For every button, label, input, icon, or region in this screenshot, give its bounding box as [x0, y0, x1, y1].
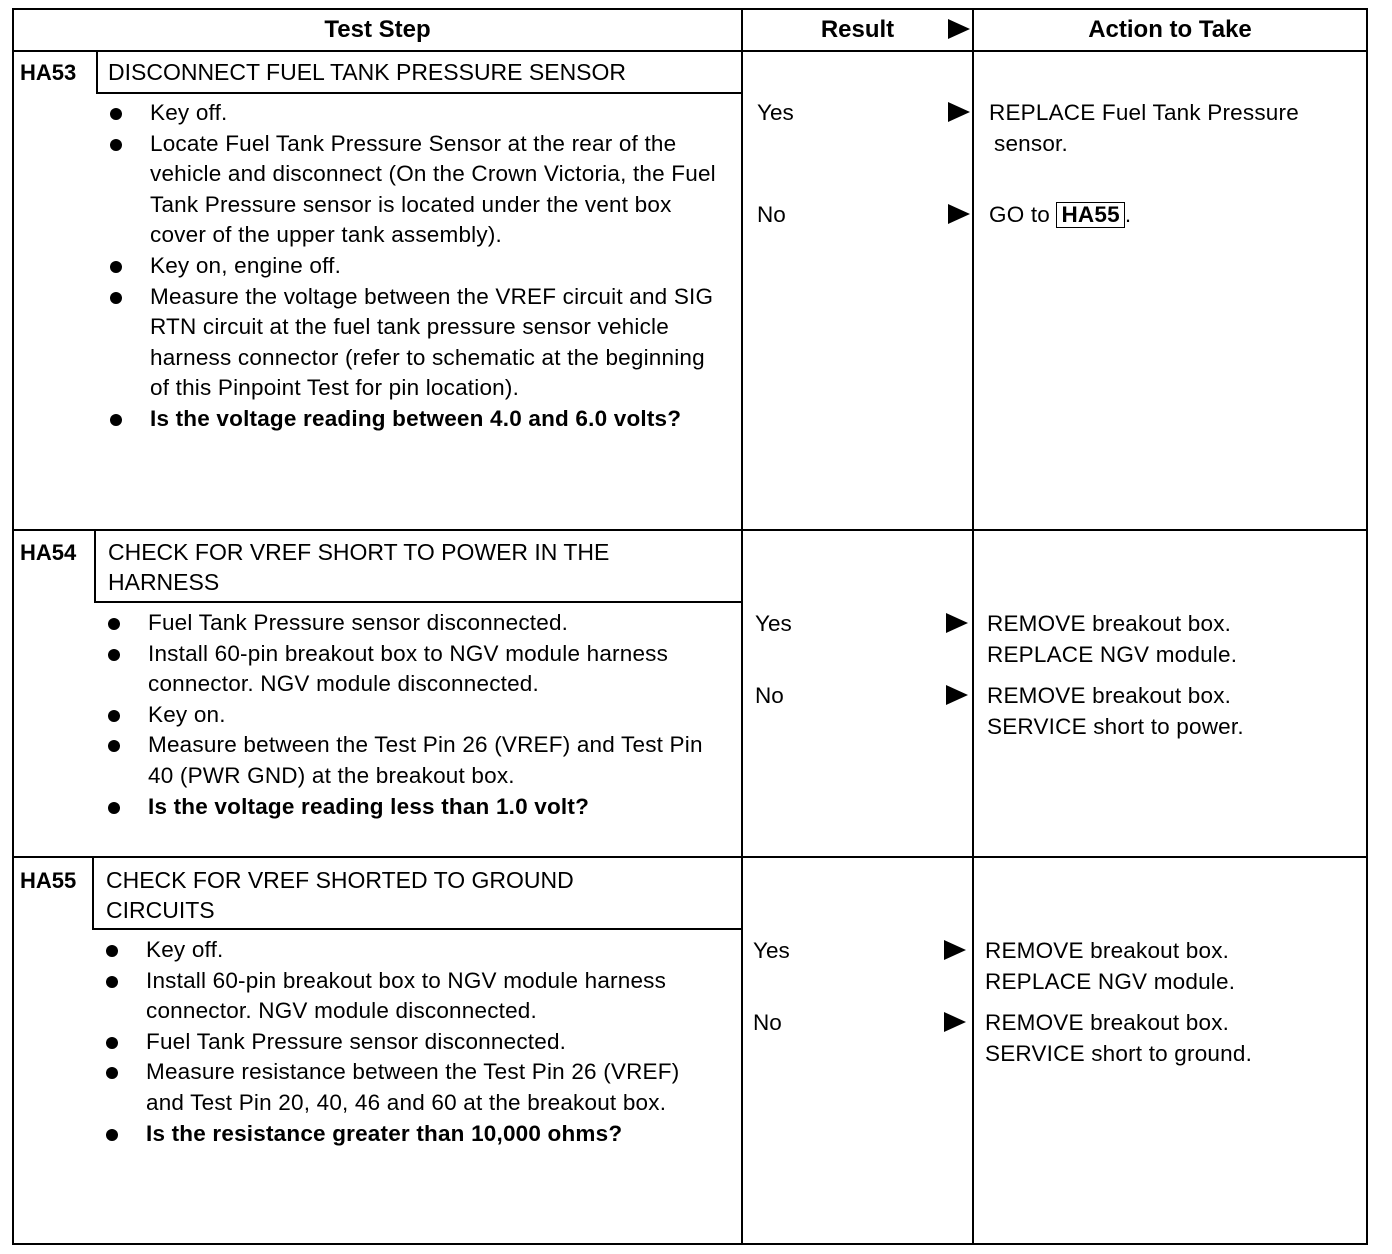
- arrow-icon: [946, 613, 968, 633]
- arrow-icon: [944, 940, 966, 960]
- title-divider: [96, 92, 741, 94]
- bullet-item: Locate Fuel Tank Pressure Sensor at the rear of the vehicle and disconnect (On the Crown Victoria, the Fuel Tank Pressure sensor is located under the vent box cover of the upper tank assembly).: [108, 129, 728, 251]
- bullet-item: Install 60-pin breakout box to NGV module harness connector. NGV module disconnected.: [106, 639, 706, 700]
- result-yes: Yes: [753, 938, 790, 963]
- action-line: sensor.: [994, 130, 1068, 156]
- action-yes: [985, 936, 1235, 997]
- bullet-question: Is the voltage reading less than 1.0 volt?: [106, 792, 706, 823]
- step-title: DISCONNECT FUEL TANK PRESSURE SENSOR: [108, 59, 627, 85]
- bullet-item: Key on.: [106, 700, 706, 731]
- bullet-question: Is the voltage reading between 4.0 and 6.0 volts?: [108, 404, 728, 435]
- step-bullets: [106, 608, 706, 822]
- bullet-item: Measure the voltage between the VREF circuit and SIG RTN circuit at the fuel tank pressure sensor vehicle harness connector (refer to schematic at the beginning of this Pinpoint Test for pin location).: [108, 282, 728, 404]
- code-divider: [94, 531, 96, 601]
- action-no: [987, 681, 1244, 742]
- action-line: REMOVE breakout box.: [985, 1010, 1230, 1035]
- action-line: REPLACE Fuel Tank Pressure: [989, 100, 1299, 125]
- action-yes: [987, 609, 1237, 670]
- result-yes: Yes: [755, 611, 792, 636]
- code-divider: [96, 52, 98, 92]
- action-yes: [989, 98, 1299, 159]
- step-code: HA55: [20, 868, 77, 893]
- column-divider-action: [972, 10, 974, 1243]
- bullet-item: Fuel Tank Pressure sensor disconnected.: [106, 608, 706, 639]
- header-test-step: Test Step: [324, 16, 431, 43]
- title-line: HARNESS: [108, 569, 220, 595]
- header-divider: [14, 50, 1366, 52]
- result-no: No: [755, 683, 784, 708]
- row-divider: [14, 856, 1366, 858]
- bullet-question: Is the resistance greater than 10,000 ohms?: [104, 1119, 704, 1150]
- code-divider: [92, 858, 94, 928]
- action-line: SERVICE short to power.: [987, 713, 1244, 739]
- diagnostic-table: [12, 8, 1368, 1245]
- step-code: HA53: [20, 60, 77, 85]
- action-text: GO to: [989, 202, 1051, 227]
- header-result: Result: [820, 16, 895, 43]
- title-line: CIRCUITS: [106, 897, 215, 923]
- action-line: REMOVE breakout box.: [987, 683, 1232, 708]
- title-line: CHECK FOR VREF SHORT TO POWER IN THE: [108, 539, 610, 565]
- bullet-item: Measure resistance between the Test Pin 26 (VREF) and Test Pin 20, 40, 46 and 60 at the breakout box.: [104, 1057, 704, 1118]
- step-title: [106, 865, 574, 925]
- step-reference-link[interactable]: HA55: [1056, 202, 1124, 228]
- action-line: REMOVE breakout box.: [985, 938, 1230, 963]
- title-divider: [94, 601, 741, 603]
- bullet-item: Key off.: [108, 98, 728, 129]
- action-no: [985, 1008, 1252, 1069]
- column-divider-result: [741, 10, 743, 1243]
- action-line: REPLACE NGV module.: [985, 968, 1236, 994]
- step-code: HA54: [20, 540, 77, 565]
- action-no: [989, 200, 1131, 231]
- bullet-item: Fuel Tank Pressure sensor disconnected.: [104, 1027, 704, 1058]
- row-divider: [14, 529, 1366, 531]
- header-arrow-icon: [948, 19, 970, 39]
- step-bullets: [108, 98, 728, 435]
- action-suffix: .: [1124, 202, 1132, 227]
- result-no: No: [753, 1010, 782, 1035]
- step-bullets: [104, 935, 704, 1149]
- arrow-icon: [944, 1012, 966, 1032]
- action-line: SERVICE short to ground.: [985, 1040, 1253, 1066]
- arrow-icon: [948, 102, 970, 122]
- bullet-item: Install 60-pin breakout box to NGV module harness connector. NGV module disconnected.: [104, 966, 704, 1027]
- bullet-item: Measure between the Test Pin 26 (VREF) and Test Pin 40 (PWR GND) at the breakout box.: [106, 730, 706, 791]
- bullet-item: Key on, engine off.: [108, 251, 728, 282]
- action-line: REPLACE NGV module.: [987, 641, 1238, 667]
- header-action: Action to Take: [1088, 16, 1252, 43]
- result-no: No: [757, 202, 786, 227]
- action-line: REMOVE breakout box.: [987, 611, 1232, 636]
- bullet-item: Key off.: [104, 935, 704, 966]
- arrow-icon: [946, 685, 968, 705]
- title-line: CHECK FOR VREF SHORTED TO GROUND: [106, 867, 574, 893]
- arrow-icon: [948, 204, 970, 224]
- result-yes: Yes: [757, 100, 794, 125]
- title-divider: [92, 928, 741, 930]
- step-title: [108, 537, 609, 597]
